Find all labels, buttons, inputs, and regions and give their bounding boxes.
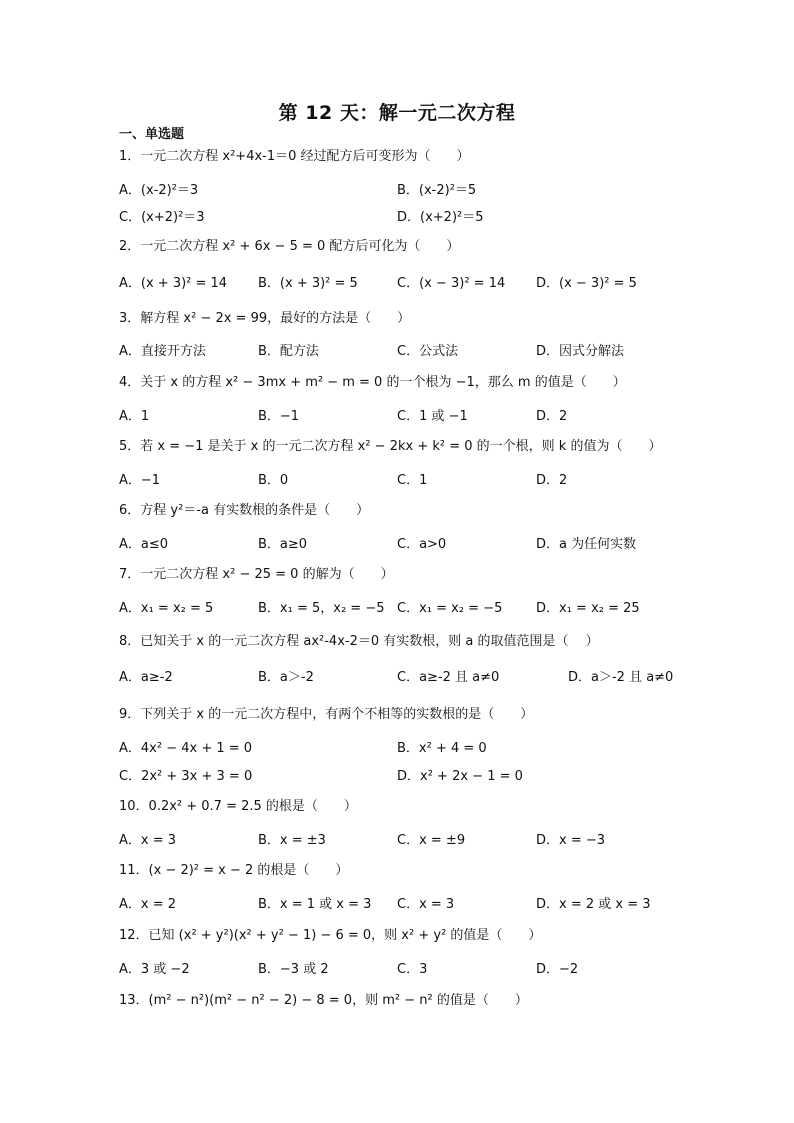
question-10-option-d: D．x = −3 xyxy=(536,833,606,848)
question-12-stem: 12．已知 (x² + y²)(x² + y² − 1) − 6 = 0，则 x² + y² 的值是（ ） xyxy=(119,928,542,943)
question-9-option-d: D．x² + 2x − 1 = 0 xyxy=(397,769,523,784)
question-4-stem: 4．关于 x 的方程 x² − 3mx + m² − m = 0 的一个根为 −1，那么 m 的值是（ ） xyxy=(119,375,626,390)
question-3-option-c: C．公式法 xyxy=(397,344,459,359)
question-9-option-b: B．x² + 4 = 0 xyxy=(397,741,487,756)
question-4-option-c: C．1 或 −1 xyxy=(397,409,468,424)
question-3-option-b: B．配方法 xyxy=(258,344,319,359)
question-1-option-c: C．(x+2)²＝3 xyxy=(119,210,205,225)
question-6-option-b: B．a≥0 xyxy=(258,537,308,552)
question-8-option-d: D．a＞-2 且 a≠0 xyxy=(568,670,674,685)
question-5-option-d: D．2 xyxy=(536,473,568,488)
question-13-stem: 13．(m² − n²)(m² − n² − 2) − 8 = 0，则 m² − n² 的值是（ ） xyxy=(119,993,528,1008)
question-12-option-b: B．−3 或 2 xyxy=(258,962,329,977)
question-12-option-a: A．3 或 −2 xyxy=(119,962,190,977)
question-10-stem: 10．0.2x² + 0.7 = 2.5 的根是（ ） xyxy=(119,799,357,814)
question-8-stem: 8．已知关于 x 的一元二次方程 ax²-4x-2＝0 有实数根，则 a 的取值范围是（ ） xyxy=(119,634,599,649)
question-5-option-b: B．0 xyxy=(258,473,289,488)
question-6-stem: 6．方程 y²＝-a 有实数根的条件是（ ） xyxy=(119,503,370,518)
question-9-option-c: C．2x² + 3x + 3 = 0 xyxy=(119,769,253,784)
question-6-option-a: A．a≤0 xyxy=(119,537,169,552)
question-4-option-b: B．−1 xyxy=(258,409,300,424)
question-1-option-b: B．(x-2)²＝5 xyxy=(397,183,477,198)
question-8-option-b: B．a＞-2 xyxy=(258,670,314,685)
question-1-option-a: A．(x-2)²＝3 xyxy=(119,183,199,198)
question-2-option-c: C．(x − 3)² = 14 xyxy=(397,276,506,291)
question-11-option-a: A．x = 2 xyxy=(119,897,177,912)
question-10-option-a: A．x = 3 xyxy=(119,833,177,848)
question-12-option-d: D．−2 xyxy=(536,962,579,977)
section-heading: 一、单选题 xyxy=(119,127,185,142)
question-9-option-a: A．4x² − 4x + 1 = 0 xyxy=(119,741,253,756)
question-2-stem: 2．一元二次方程 x² + 6x − 5 = 0 配方后可化为（ ） xyxy=(119,239,460,254)
question-10-option-b: B．x = ±3 xyxy=(258,833,326,848)
question-7-option-c: C．x₁ = x₂ = −5 xyxy=(397,601,503,616)
question-3-stem: 3．解方程 x² − 2x = 99，最好的方法是（ ） xyxy=(119,311,411,326)
question-3-option-d: D．因式分解法 xyxy=(536,344,625,359)
question-7-option-a: A．x₁ = x₂ = 5 xyxy=(119,601,214,616)
question-7-option-d: D．x₁ = x₂ = 25 xyxy=(536,601,640,616)
question-11-option-d: D．x = 2 或 x = 3 xyxy=(536,897,651,912)
question-11-stem: 11．(x − 2)² = x − 2 的根是（ ） xyxy=(119,863,349,878)
question-2-option-a: A．(x + 3)² = 14 xyxy=(119,276,228,291)
question-7-stem: 7．一元二次方程 x² − 25 = 0 的解为（ ） xyxy=(119,567,394,582)
question-8-option-c: C．a≥-2 且 a≠0 xyxy=(397,670,500,685)
question-3-option-a: A．直接开方法 xyxy=(119,344,206,359)
question-6-option-c: C．a>0 xyxy=(397,537,447,552)
question-5-stem: 5．若 x = −1 是关于 x 的一元二次方程 x² − 2kx + k² = 0 的一个根，则 k 的值为（ ） xyxy=(119,439,662,454)
question-8-option-a: A．a≥-2 xyxy=(119,670,173,685)
question-1-stem: 1．一元二次方程 x²+4x-1＝0 经过配方后可变形为（ ） xyxy=(119,149,470,164)
question-10-option-c: C．x = ±9 xyxy=(397,833,466,848)
question-4-option-d: D．2 xyxy=(536,409,568,424)
page-title: 第 12 天：解一元二次方程 xyxy=(278,102,516,124)
question-1-option-d: D．(x+2)²＝5 xyxy=(397,210,484,225)
question-5-option-a: A．−1 xyxy=(119,473,161,488)
question-6-option-d: D．a 为任何实数 xyxy=(536,537,637,552)
question-4-option-a: A．1 xyxy=(119,409,150,424)
question-11-option-b: B．x = 1 或 x = 3 xyxy=(258,897,372,912)
question-2-option-d: D．(x − 3)² = 5 xyxy=(536,276,637,291)
question-11-option-c: C．x = 3 xyxy=(397,897,455,912)
question-5-option-c: C．1 xyxy=(397,473,428,488)
question-12-option-c: C．3 xyxy=(397,962,428,977)
question-2-option-b: B．(x + 3)² = 5 xyxy=(258,276,358,291)
question-7-option-b: B．x₁ = 5，x₂ = −5 xyxy=(258,601,385,616)
question-9-stem: 9．下列关于 x 的一元二次方程中，有两个不相等的实数根的是（ ） xyxy=(119,707,534,722)
